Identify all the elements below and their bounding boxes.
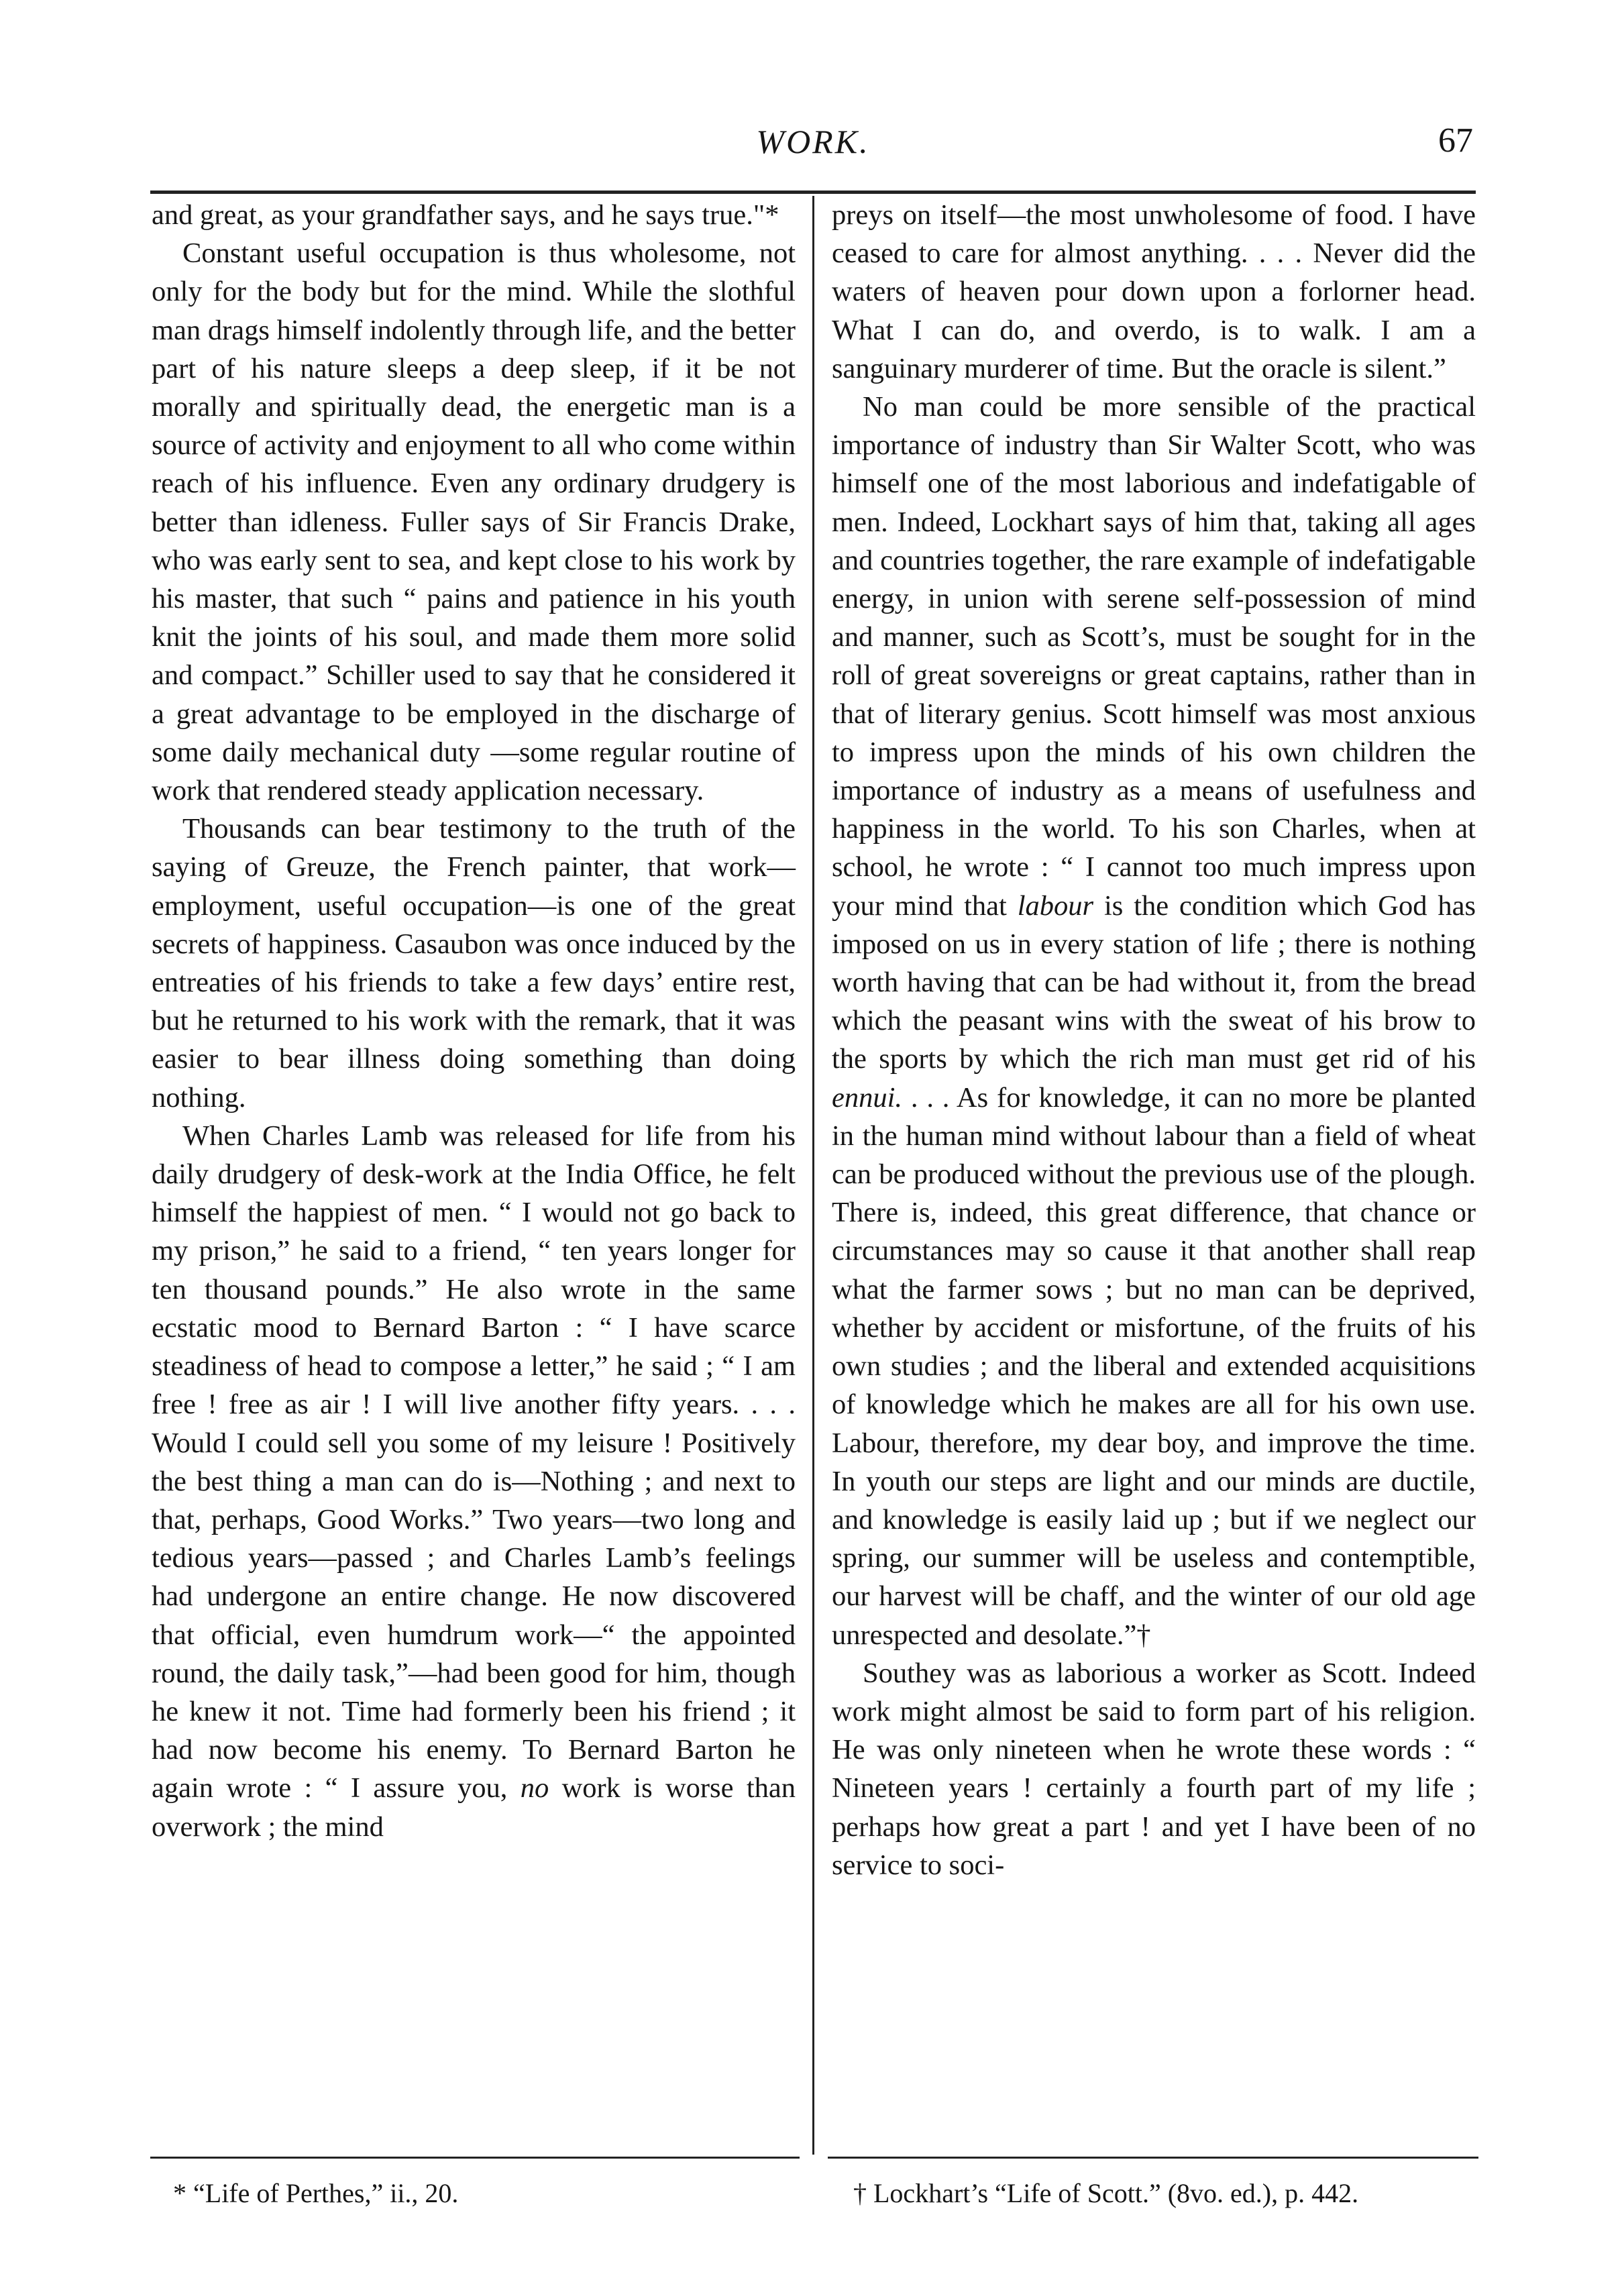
text-run: is the condition which God has imposed on us in every station of life ; there is nothing worth having that can be had without it, from the bread which the peasant wins with the sweat of his brow to the sports by which the rich man must get rid of his bbox=[832, 889, 1476, 1075]
text-run: . . . As for knowledge, it can no more be planted in the human mind without labour than a field of wheat can be produced without the previous use of the plough. There is, indeed, this great difference, that chance or circumstances may so cause it that another shall reap what the farmer sows ; but no man can be deprived, whether by accident or misfortune, of the fruits of his own studies ; and the liberal and extended acquisitions of knowledge which he makes are all for his own use. Labour, therefore, my dear boy, and improve the time. In youth our steps are light and our minds are ductile, and knowledge is easily laid up ; but if we neglect our spring, our summer will be useless and contemptible, our harvest will be chaff, and the winter of our old age unrespected and desolate.”† bbox=[832, 1081, 1476, 1651]
italic-word: no bbox=[520, 1772, 549, 1804]
footnote-rule-right bbox=[828, 2157, 1478, 2159]
header-rule bbox=[150, 191, 1476, 194]
right-column bbox=[832, 196, 1476, 1884]
paragraph: and great, as your grandfather says, and he says true."* bbox=[152, 199, 779, 231]
italic-word: ennui. bbox=[832, 1081, 903, 1114]
paragraph: Constant useful occupation is thus wholesome, not only for the body but for the mind. While the slothful man drags himself indolently through life, and the better part of his nature sleeps a deep sleep, if it be not morally and spiritually dead, the energetic man is a source of activity and enjoyment to all who come within reach of his influence. Even any ordinary drudgery is better than idleness. Fuller says of Sir Francis Drake, who was early sent to sea, and kept close to his work by his master, that such “ pains and patience in his youth knit the joints of his soul, and made them more solid and compact.” Schiller used to say that he considered it a great advantage to be employed in the discharge of some daily mechanical duty —some regular routine of work that rendered steady application necessary. bbox=[152, 237, 796, 807]
running-head bbox=[153, 119, 1473, 166]
footnote-left: * “Life of Perthes,” ii., 20. bbox=[173, 2178, 459, 2208]
footnote-rule-left bbox=[150, 2157, 800, 2159]
running-title: WORK. bbox=[756, 123, 870, 160]
column-divider bbox=[812, 196, 814, 2155]
paragraph: Southey was as laborious a worker as Scott. Indeed work might almost be said to form part of his religion. He was only nineteen when he wrote these words : “ Nineteen years ! certainly a fourth part of my life ; perhaps how great a part ! and yet I have been of no service to soci- bbox=[832, 1657, 1476, 1881]
italic-word: labour bbox=[1017, 889, 1094, 922]
paragraph: preys on itself—the most unwholesome of food. I have ceased to care for almost anything. . . . Never did the waters of heaven pour down upon a forlorner head. What I can do, and overdo, is to walk. I am a sanguinary murderer of time. But the oracle is silent.” bbox=[832, 199, 1476, 384]
left-column bbox=[152, 196, 796, 1846]
paragraph bbox=[152, 1117, 796, 1846]
text-run: work is worse than overwork ; the mind bbox=[152, 1772, 796, 1843]
paragraph bbox=[832, 388, 1476, 1654]
footnote-right: † Lockhart’s “Life of Scott.” (8vo. ed.), p. 442. bbox=[853, 2178, 1359, 2208]
text-run: No man could be more sensible of the practical importance of industry than Sir Walter Scott, who was himself one of the most laborious and indefatigable of men. Indeed, Lockhart says of him that, taking all ages and countries together, the rare example of indefatigable energy, in union with serene self-possession of mind and manner, such as Scott’s, must be sought for in the roll of great sovereigns or great captains, rather than in that of literary genius. Scott himself was most anxious to impress upon the minds of his own children the importance of industry as a means of usefulness and happiness in the world. To his son Charles, when at school, he wrote : “ I cannot too much impress upon your mind that bbox=[832, 391, 1476, 922]
paragraph: Thousands can bear testimony to the truth of the saying of Greuze, the French painter, that work—employment, useful occupation—is one of the great secrets of happiness. Casaubon was once induced by the entreaties of his friends to take a few days’ entire rest, but he returned to his work with the remark, that it was easier to bear illness doing something than doing nothing. bbox=[152, 813, 796, 1114]
page-number: 67 bbox=[1438, 121, 1473, 160]
text-run: When Charles Lamb was released for life from his daily drudgery of desk-work at the India Office, he felt himself the happiest of men. “ I would not go back to my prison,” he said to a friend, “ ten years longer for ten thousand pounds.” He also wrote in the same ecstatic mood to Bernard Barton : “ I have scarce steadiness of head to compose a letter,” he said ; “ I am free ! free as air ! I will live another fifty years. . . . Would I could sell you some of my leisure ! Positively the best thing a man can do is—Nothing ; and next to that, perhaps, Good Works.” Two years—two long and tedious years—passed ; and Charles Lamb’s feelings had undergone an entire change. He now discovered that official, even humdrum work—“ the appointed round, the daily task,”—had been good for him, though he knew it not. Time had formerly been his friend ; it had now become his enemy. To Bernard Barton he again wrote : “ I assure you, bbox=[152, 1120, 796, 1804]
